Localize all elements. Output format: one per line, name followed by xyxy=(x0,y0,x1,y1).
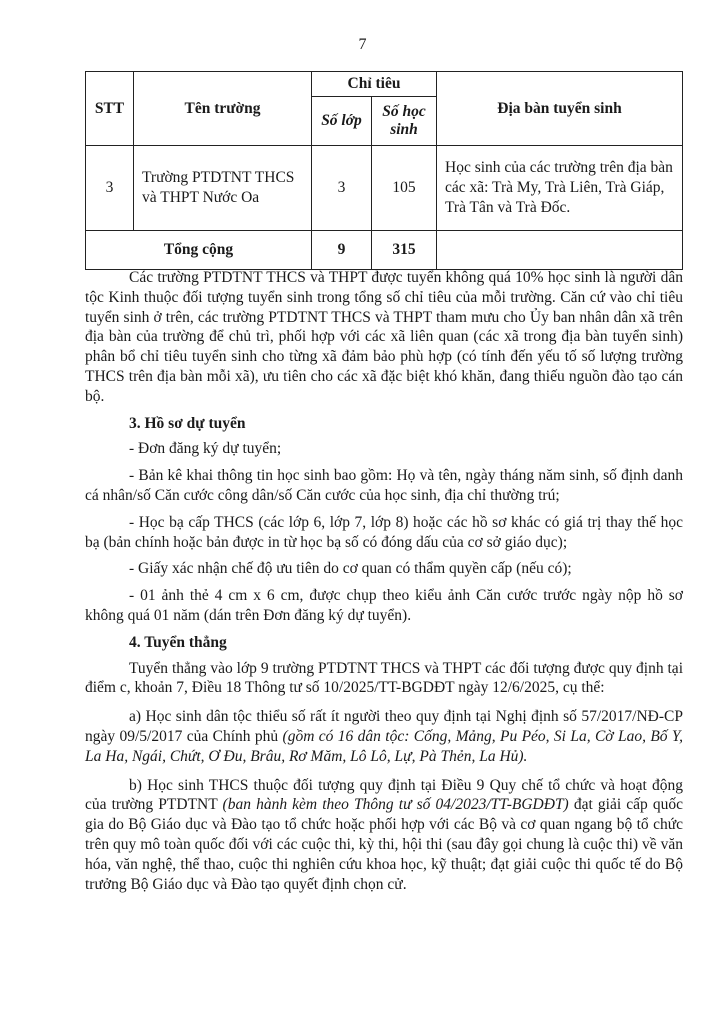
page-number: 7 xyxy=(358,36,367,53)
header-stt: STT xyxy=(86,72,134,146)
section-4-title: 4. Tuyển thẳng xyxy=(129,633,227,651)
section-3-title: 3. Hồ sơ dự tuyển xyxy=(129,414,246,432)
list-item: - Đơn đăng ký dự tuyển; xyxy=(129,440,282,458)
total-num-students: 315 xyxy=(372,231,437,270)
header-num-classes: Số lớp xyxy=(312,97,372,146)
s4-a-text: a) Học sinh dân tộc thiểu số rất ít người theo quy định tại Nghị định số 57/2017/NĐ-CP ngày 09/5/2017 của Chính phủ xyxy=(85,708,683,745)
paragraph-s4-b xyxy=(85,776,683,895)
total-area-empty xyxy=(437,231,683,270)
paragraph-s4-a xyxy=(85,707,683,766)
total-num-classes: 9 xyxy=(312,231,372,270)
quota-table xyxy=(85,71,683,270)
cell-num-classes: 3 xyxy=(312,146,372,231)
table-row xyxy=(86,146,683,231)
document-body xyxy=(85,268,683,901)
s4-b-circular-ref: (ban hành kèm theo Thông tư số 04/2023/TT-BGDĐT) xyxy=(222,796,569,814)
total-label: Tổng cộng xyxy=(86,231,312,270)
header-quota: Chỉ tiêu xyxy=(312,72,437,97)
s4-b-text: b) Học sinh THCS thuộc đối tượng quy định tại Điều 9 Quy chế tổ chức và hoạt động của trường PTDTNT xyxy=(85,776,683,814)
paragraph-s4-intro: Tuyển thẳng vào lớp 9 trường PTDTNT THCS và THPT các đối tượng được quy định tại điểm c, khoản 7, Điều 18 Thông tư số 10/2025/TT-BGDĐT ngày 12/6/2025, cụ thể: xyxy=(85,659,683,697)
header-school-name: Tên trường xyxy=(134,72,312,146)
s4-b-text-rest: đạt giải cấp quốc gia do Bộ Giáo dục và Đào tạo tổ chức hoặc phối hợp với các Bộ và cơ quan ngang bộ tổ chức trên quy mô toàn quốc đối với các cuộc thi, kỳ thi, hội thi (sau đây gọi chung là cuộc thi) về văn hóa, văn nghệ, thể thao, cuộc thi nghiên cứu khoa học, kỹ thuật; đạt giải cuộc thi quốc tế do Bộ trưởng Bộ Giáo dục và Đào tạo quyết định chọn cử. xyxy=(85,796,683,893)
paragraph-quota-note: Các trường PTDTNT THCS và THPT được tuyển không quá 10% học sinh là người dân tộc Kinh thuộc đối tượng tuyển sinh trong tổng số chỉ tiêu của mỗi trường. Căn cứ vào chỉ tiêu tuyển sinh ở trên, các trường PTDTNT THCS và THPT tham mưu cho Ủy ban nhân dân xã trên địa bàn của trường để chủ trì, phối hợp với các xã liên quan (các xã trong địa bàn tuyển sinh) phân bổ chỉ tiêu tuyển sinh cho từng xã đảm bảo phù hợp (có tính đến yếu tố số lượng trường THCS trên địa bàn mỗi xã), ưu tiên cho các xã đặc biệt khó khăn, đang thiếu nguồn đào tạo cán bộ. xyxy=(85,269,683,405)
s4-a-ethnic-list: (gồm có 16 dân tộc: Cống, Mảng, Pu Péo, Si La, Cờ Lao, Bố Y, La Ha, Ngái, Chứt, Ơ Đu, Brâu, Rơ Măm, Lô Lô, Lự, Pà Thẻn, La Hủ). xyxy=(85,727,683,765)
header-num-students: Số học sinh xyxy=(372,97,437,146)
header-area: Địa bàn tuyển sinh xyxy=(437,72,683,146)
list-item: - 01 ảnh thẻ 4 cm x 6 cm, được chụp theo kiểu ảnh Căn cước trước ngày nộp hồ sơ không quá 01 năm (dán trên Đơn đăng ký dự tuyển). xyxy=(85,587,683,624)
list-item: - Giấy xác nhận chế độ ưu tiên do cơ quan có thẩm quyền cấp (nếu có); xyxy=(129,560,572,578)
cell-num-students: 105 xyxy=(372,146,437,231)
total-row xyxy=(86,231,683,270)
cell-stt: 3 xyxy=(86,146,134,231)
list-item: - Học bạ cấp THCS (các lớp 6, lớp 7, lớp 8) hoặc các hồ sơ khác có giá trị thay thế học bạ (bản chính hoặc bản được in từ học bạ số có đóng dấu của cơ sở giáo dục); xyxy=(85,513,683,551)
cell-area: Học sinh của các trường trên địa bàn các xã: Trà My, Trà Liên, Trà Giáp, Trà Tân và Trà Đốc. xyxy=(437,146,683,231)
list-item: - Bản kê khai thông tin học sinh bao gồm: Họ và tên, ngày tháng năm sinh, số định danh cá nhân/số Căn cước công dân/số Căn cước của học sinh, địa chỉ thường trú; xyxy=(85,467,683,504)
cell-school-name: Trường PTDTNT THCS và THPT Nước Oa xyxy=(134,146,312,231)
